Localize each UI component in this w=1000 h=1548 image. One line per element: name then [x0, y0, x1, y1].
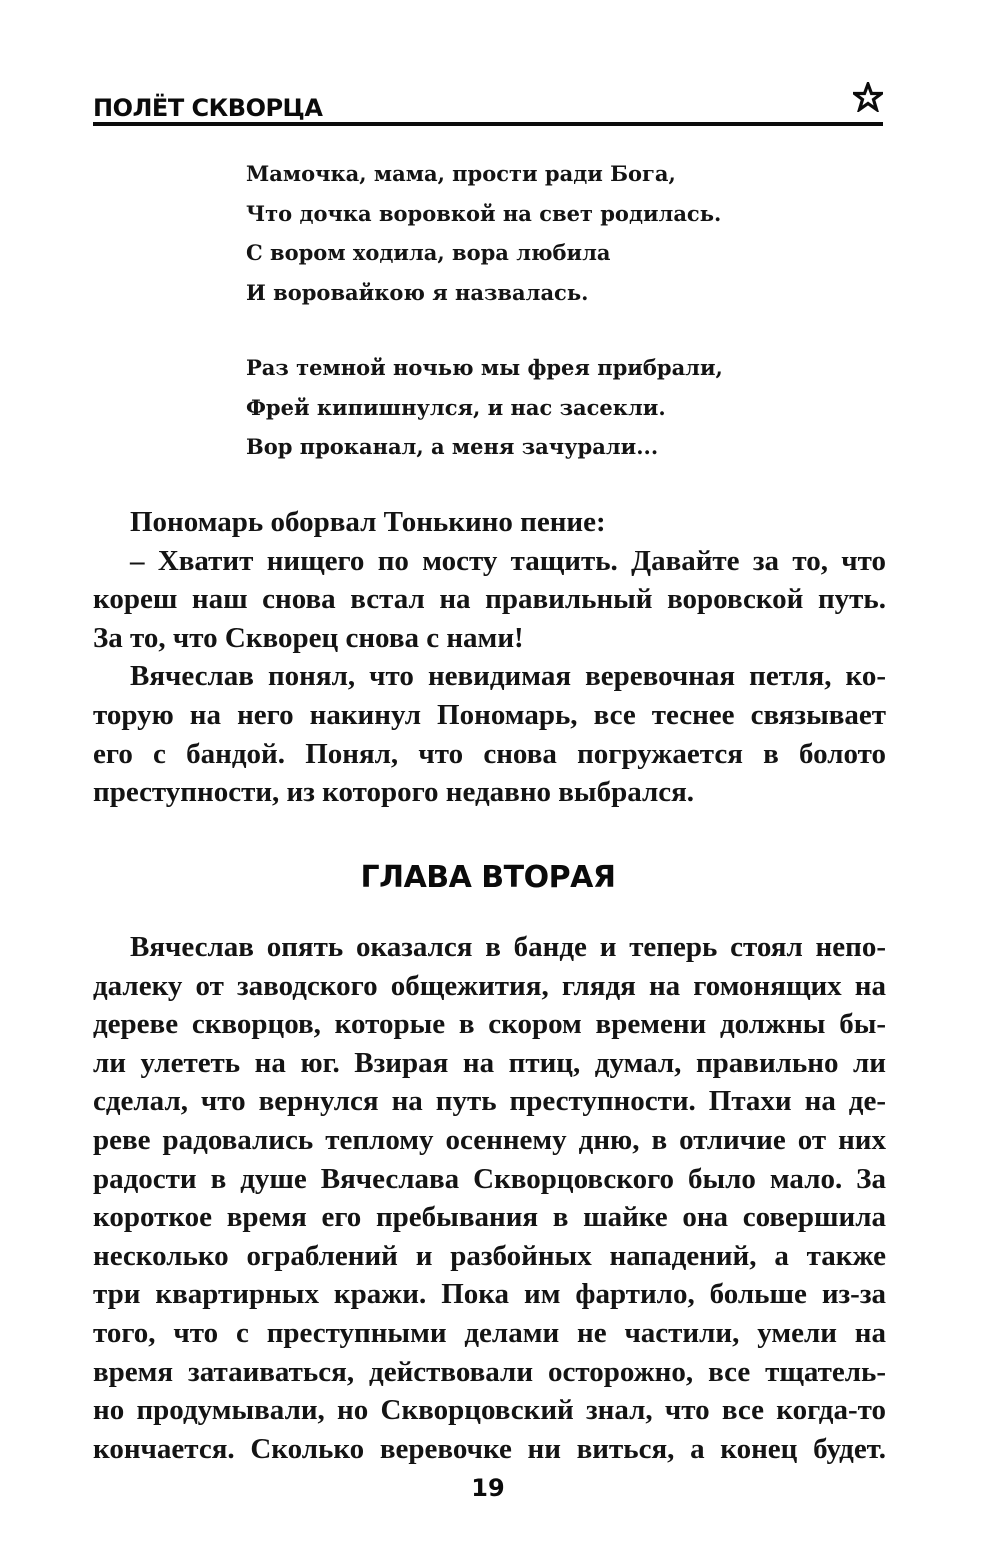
- text-line: преступности, из которого недавно выбрался.: [93, 776, 695, 809]
- chapter-title: ГЛАВА ВТОРАЯ: [360, 860, 616, 895]
- running-head: [93, 82, 883, 128]
- text-line: Пономарь оборвал Тонькино пение:: [130, 506, 606, 538]
- verse-line: Что дочка воровкой на свет родилась.: [246, 200, 722, 226]
- prose-block-bottom: [93, 928, 886, 1468]
- header-rule: [93, 122, 883, 126]
- text-line: торую на него накинул Пономарь, все теснее связывает: [93, 698, 886, 731]
- text-line: кореш наш снова встал на правильный воровской путь.: [93, 583, 886, 616]
- text-line: его с бандой. Понял, что снова погружается в болото: [93, 737, 886, 770]
- text-line: дереве скворцов, которые в скором времени должны бы-: [93, 1008, 886, 1041]
- running-head-title: ПОЛЁТ СКВОРЦА: [93, 94, 323, 122]
- text-line: Вячеслав понял, что невидимая веревочная петля, ко-: [130, 660, 886, 693]
- text-line: время затаиваться, действовали осторожно, все тщатель-: [93, 1355, 886, 1388]
- star-icon: [853, 82, 883, 112]
- verse-line: Вор проканал, а меня зачурали...: [246, 434, 659, 459]
- text-line: короткое время его пребывания в шайке она совершила: [93, 1201, 886, 1234]
- text-line: несколько ограблений и разбойных нападений, а также: [93, 1239, 886, 1272]
- text-line: ли улететь на юг. Взирая на птиц, думал, правильно ли: [93, 1046, 886, 1079]
- text-line: того, что с преступными делами не частили, умели на: [93, 1316, 886, 1349]
- verse-stanza-1: [246, 154, 766, 312]
- text-line: три квартирных кражи. Пока им фартило, больше из-за: [93, 1278, 886, 1311]
- text-line: За то, что Скворец снова с нами!: [93, 621, 524, 654]
- text-line: кончается. Сколько веревочке ни виться, а конец будет.: [93, 1432, 886, 1465]
- verse-stanza-2: [246, 348, 766, 467]
- verse-line: Фрей кипишнулся, и нас засекли.: [246, 394, 666, 420]
- verse-line: Мамочка, мама, прости ради Бога,: [246, 161, 676, 186]
- text-line: сделал, что вернулся на путь преступности. Птахи на де-: [93, 1085, 886, 1118]
- text-line: реве радовались теплому осеннему дню, в отличие от них: [93, 1123, 886, 1156]
- text-line: но продумывали, но Скворцовский знал, что все когда-то: [93, 1394, 886, 1427]
- verse-line: И воровайкою я назвалась.: [246, 279, 589, 305]
- text-line: далеку от заводского общежития, глядя на гомонящих на: [93, 969, 886, 1002]
- prose-block-top: [93, 503, 886, 812]
- text-line: – Хватит нищего по мосту тащить. Давайте за то, что: [130, 544, 886, 577]
- text-line: Вячеслав опять оказался в банде и теперь стоял непо-: [130, 931, 886, 963]
- verse-line: Раз темной ночью мы фрея прибрали,: [246, 355, 723, 380]
- text-line: радости в душе Вячеслава Скворцовского было мало. За: [93, 1162, 886, 1195]
- page-number: 19: [471, 1474, 505, 1502]
- verse-line: С вором ходила, вора любила: [246, 240, 611, 265]
